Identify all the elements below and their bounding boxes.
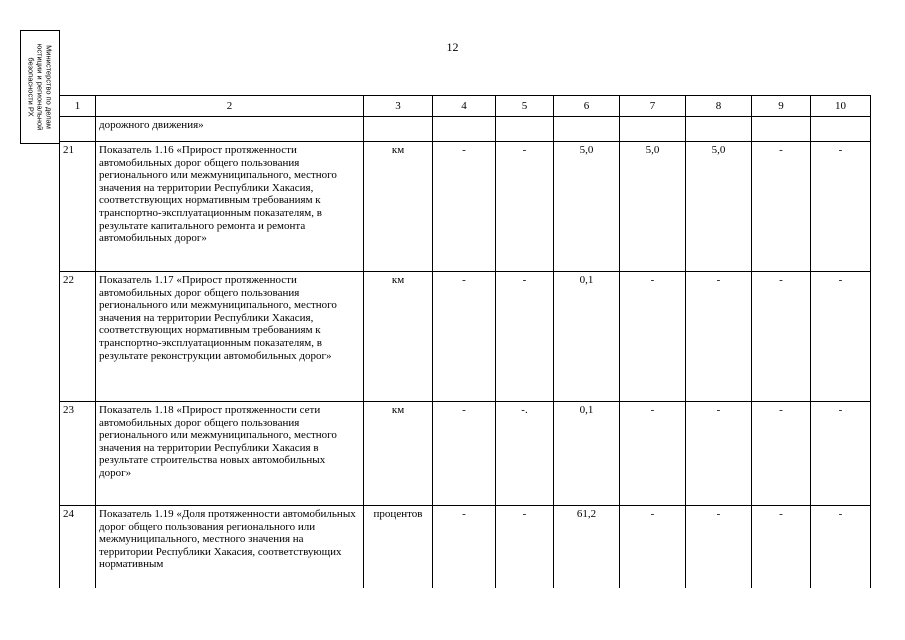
unit-cell: км — [364, 272, 433, 402]
value-cell: - — [433, 402, 496, 506]
table-cell — [60, 117, 96, 142]
value-cell: - — [496, 506, 554, 588]
row-number: 23 — [60, 402, 96, 506]
indicators-table — [59, 95, 871, 588]
table-row — [60, 402, 871, 506]
table-row — [60, 272, 871, 402]
header-cell: 1 — [60, 96, 96, 117]
value-cell: - — [433, 272, 496, 402]
stamp-line: безопасности РХ — [26, 57, 36, 117]
table-cell — [620, 117, 686, 142]
value-cell: - — [620, 402, 686, 506]
table-cell — [752, 117, 811, 142]
value-cell: - — [752, 272, 811, 402]
header-cell: 6 — [554, 96, 620, 117]
page-number: 12 — [446, 40, 459, 54]
stamp-line: юстиции и региональной — [35, 43, 45, 131]
value-cell: - — [811, 142, 871, 272]
header-cell: 10 — [811, 96, 871, 117]
row-number: 21 — [60, 142, 96, 272]
value-cell: - — [620, 272, 686, 402]
value-cell: - — [811, 272, 871, 402]
indicator-description: Показатель 1.16 «Прирост протяженности автомобильных дорог общего пользования регионального или межмуниципального, местного значения на территории Республики Хакасия, соответствующих нормативным требованиям к транспортно-эксплуатационным показателям, в результате капитального ремонта и ремонта автомобильных дорог» — [96, 142, 364, 272]
indicator-description: Показатель 1.17 «Прирост протяженности автомобильных дорог общего пользования регионального или межмуниципального, местного значения на территории Республики Хакасия, соответствующих нормативным требованиям к транспортно-эксплуатационным показателям, в результате реконструкции автомобильных дорог» — [96, 272, 364, 402]
row-number: 24 — [60, 506, 96, 588]
value-cell: - — [496, 272, 554, 402]
header-cell: 5 — [496, 96, 554, 117]
table-header-row — [60, 96, 871, 117]
header-cell: 2 — [96, 96, 364, 117]
table-cell — [811, 117, 871, 142]
row-number: 22 — [60, 272, 96, 402]
table-cell — [554, 117, 620, 142]
unit-cell: процентов — [364, 506, 433, 588]
value-cell: - — [496, 142, 554, 272]
table-cell — [496, 117, 554, 142]
value-cell: - — [686, 506, 752, 588]
unit-cell: км — [364, 402, 433, 506]
header-cell: 3 — [364, 96, 433, 117]
header-cell: 9 — [752, 96, 811, 117]
header-cell: 7 — [620, 96, 686, 117]
value-cell: - — [620, 506, 686, 588]
value-cell: - — [433, 142, 496, 272]
value-cell: 0,1 — [554, 272, 620, 402]
indicator-description: Показатель 1.18 «Прирост протяженности сети автомобильных дорог общего пользования регионального или межмуниципального, местного значения на территории Республики Хакасия в результате строительства новых автомобильных дорог» — [96, 402, 364, 506]
value-cell: - — [433, 506, 496, 588]
value-cell: - — [686, 402, 752, 506]
value-cell: 5,0 — [554, 142, 620, 272]
continuation-text: дорожного движения» — [96, 117, 364, 142]
table-cell — [433, 117, 496, 142]
value-cell: 0,1 — [554, 402, 620, 506]
value-cell: - — [752, 402, 811, 506]
unit-cell: км — [364, 142, 433, 272]
table-row — [60, 506, 871, 588]
value-cell: - — [811, 506, 871, 588]
table-row — [60, 142, 871, 272]
table-cell — [686, 117, 752, 142]
header-cell: 8 — [686, 96, 752, 117]
value-cell: - — [811, 402, 871, 506]
value-cell: 61,2 — [554, 506, 620, 588]
value-cell: - — [686, 272, 752, 402]
table-cell — [364, 117, 433, 142]
header-cell: 4 — [433, 96, 496, 117]
value-cell: -. — [496, 402, 554, 506]
continuation-row — [60, 117, 871, 142]
value-cell: - — [752, 142, 811, 272]
value-cell: 5,0 — [686, 142, 752, 272]
indicator-description: Показатель 1.19 «Доля протяженности автомобильных дорог общего пользования регионального или межмуниципального, местного значения на территории Республики Хакасия, соответствующих нормативным — [96, 506, 364, 588]
stamp-line: Министерство по делам — [44, 45, 54, 129]
value-cell: 5,0 — [620, 142, 686, 272]
value-cell: - — [752, 506, 811, 588]
